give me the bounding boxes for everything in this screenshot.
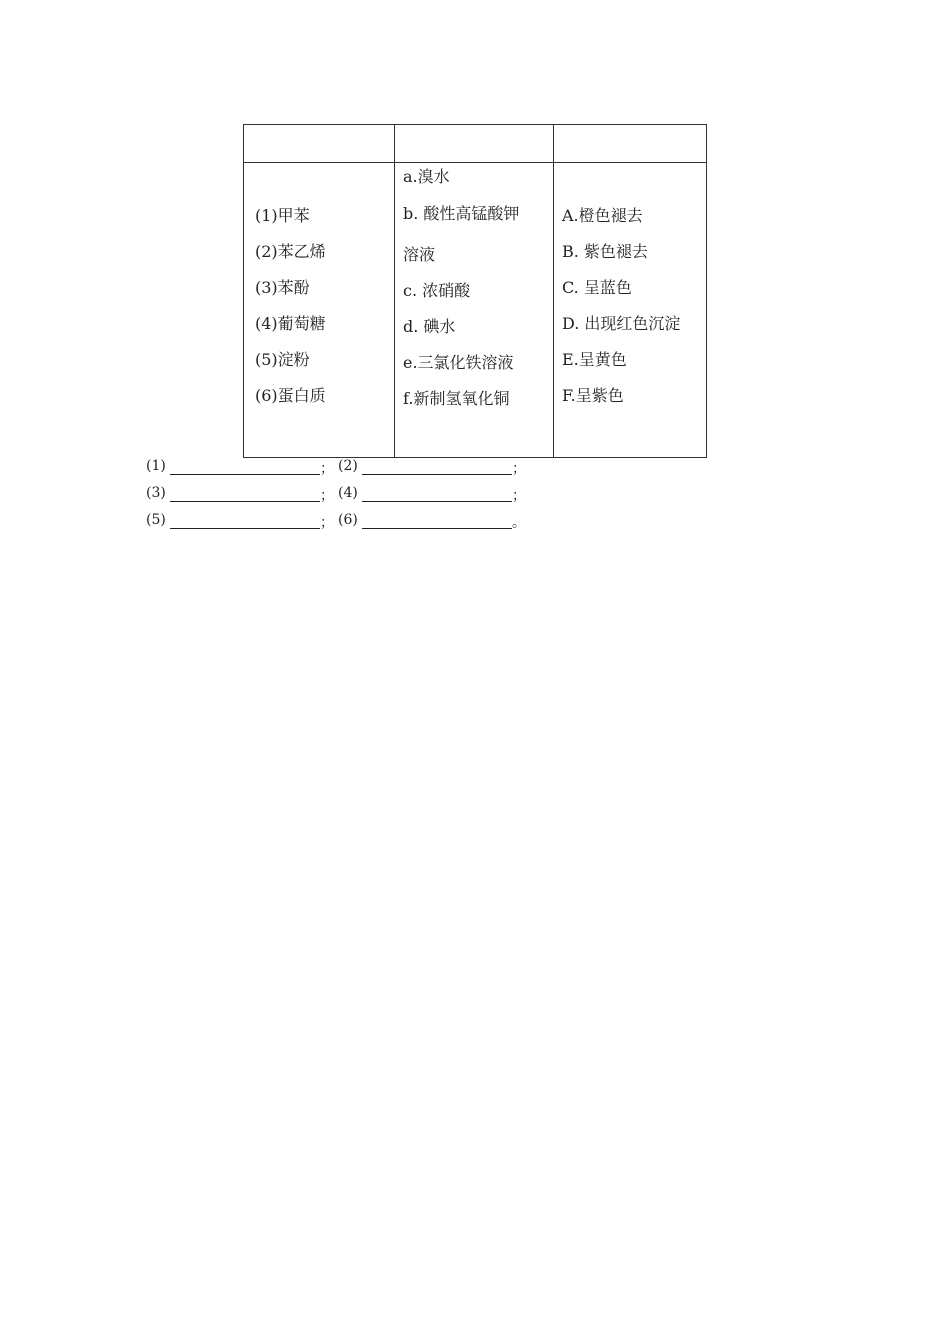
reagent-item: f.新制氢氧化铜 [403,389,510,408]
phenomenon-item: C. 呈蓝色 [562,278,632,297]
substance-item: (6)蛋白质 [255,386,326,405]
substance-item: (3)苯酚 [255,278,310,297]
substance-item: (1)甲苯 [255,206,310,225]
answer-punct: ； [320,461,334,477]
substance-item: (2)苯乙烯 [255,242,326,261]
answer-label: (4) [338,485,358,501]
phenomenon-item: D. 出现红色沉淀 [562,314,681,333]
answer-punct: ； [512,488,526,504]
answer-blank[interactable] [362,528,512,529]
answer-blank[interactable] [362,474,512,475]
phenomenon-item: B. 紫色褪去 [562,242,648,261]
reagent-item: e.三氯化铁溶液 [403,353,514,372]
answer-punct: ； [320,488,334,504]
phenomenon-item: A.橙色褪去 [562,206,643,225]
header-divider [244,162,706,163]
phenomenon-item: E.呈黄色 [562,350,627,369]
reagent-item: a.溴水 [403,167,450,186]
substance-item: (4)葡萄糖 [255,314,326,333]
answer-blank[interactable] [170,501,320,502]
answer-blank[interactable] [170,528,320,529]
answer-label: (3) [146,485,166,501]
column-divider [553,125,554,457]
answer-label: (6) [338,512,358,528]
reagent-item: d. 碘水 [403,317,456,336]
answer-punct: 。 [512,515,526,531]
answer-blank[interactable] [362,501,512,502]
reagent-item: 溶液 [403,245,436,264]
answer-label: (5) [146,512,166,528]
reagent-item: c. 浓硝酸 [403,281,471,300]
phenomenon-item: F.呈紫色 [562,386,624,405]
answer-punct: ； [320,515,334,531]
answer-label: (1) [146,458,166,474]
substance-item: (5)淀粉 [255,350,310,369]
answer-punct: ； [512,461,526,477]
answer-blank[interactable] [170,474,320,475]
column-divider [394,125,395,457]
answer-label: (2) [338,458,358,474]
matching-table [243,124,707,458]
reagent-item: b. 酸性高锰酸钾 [403,204,520,223]
